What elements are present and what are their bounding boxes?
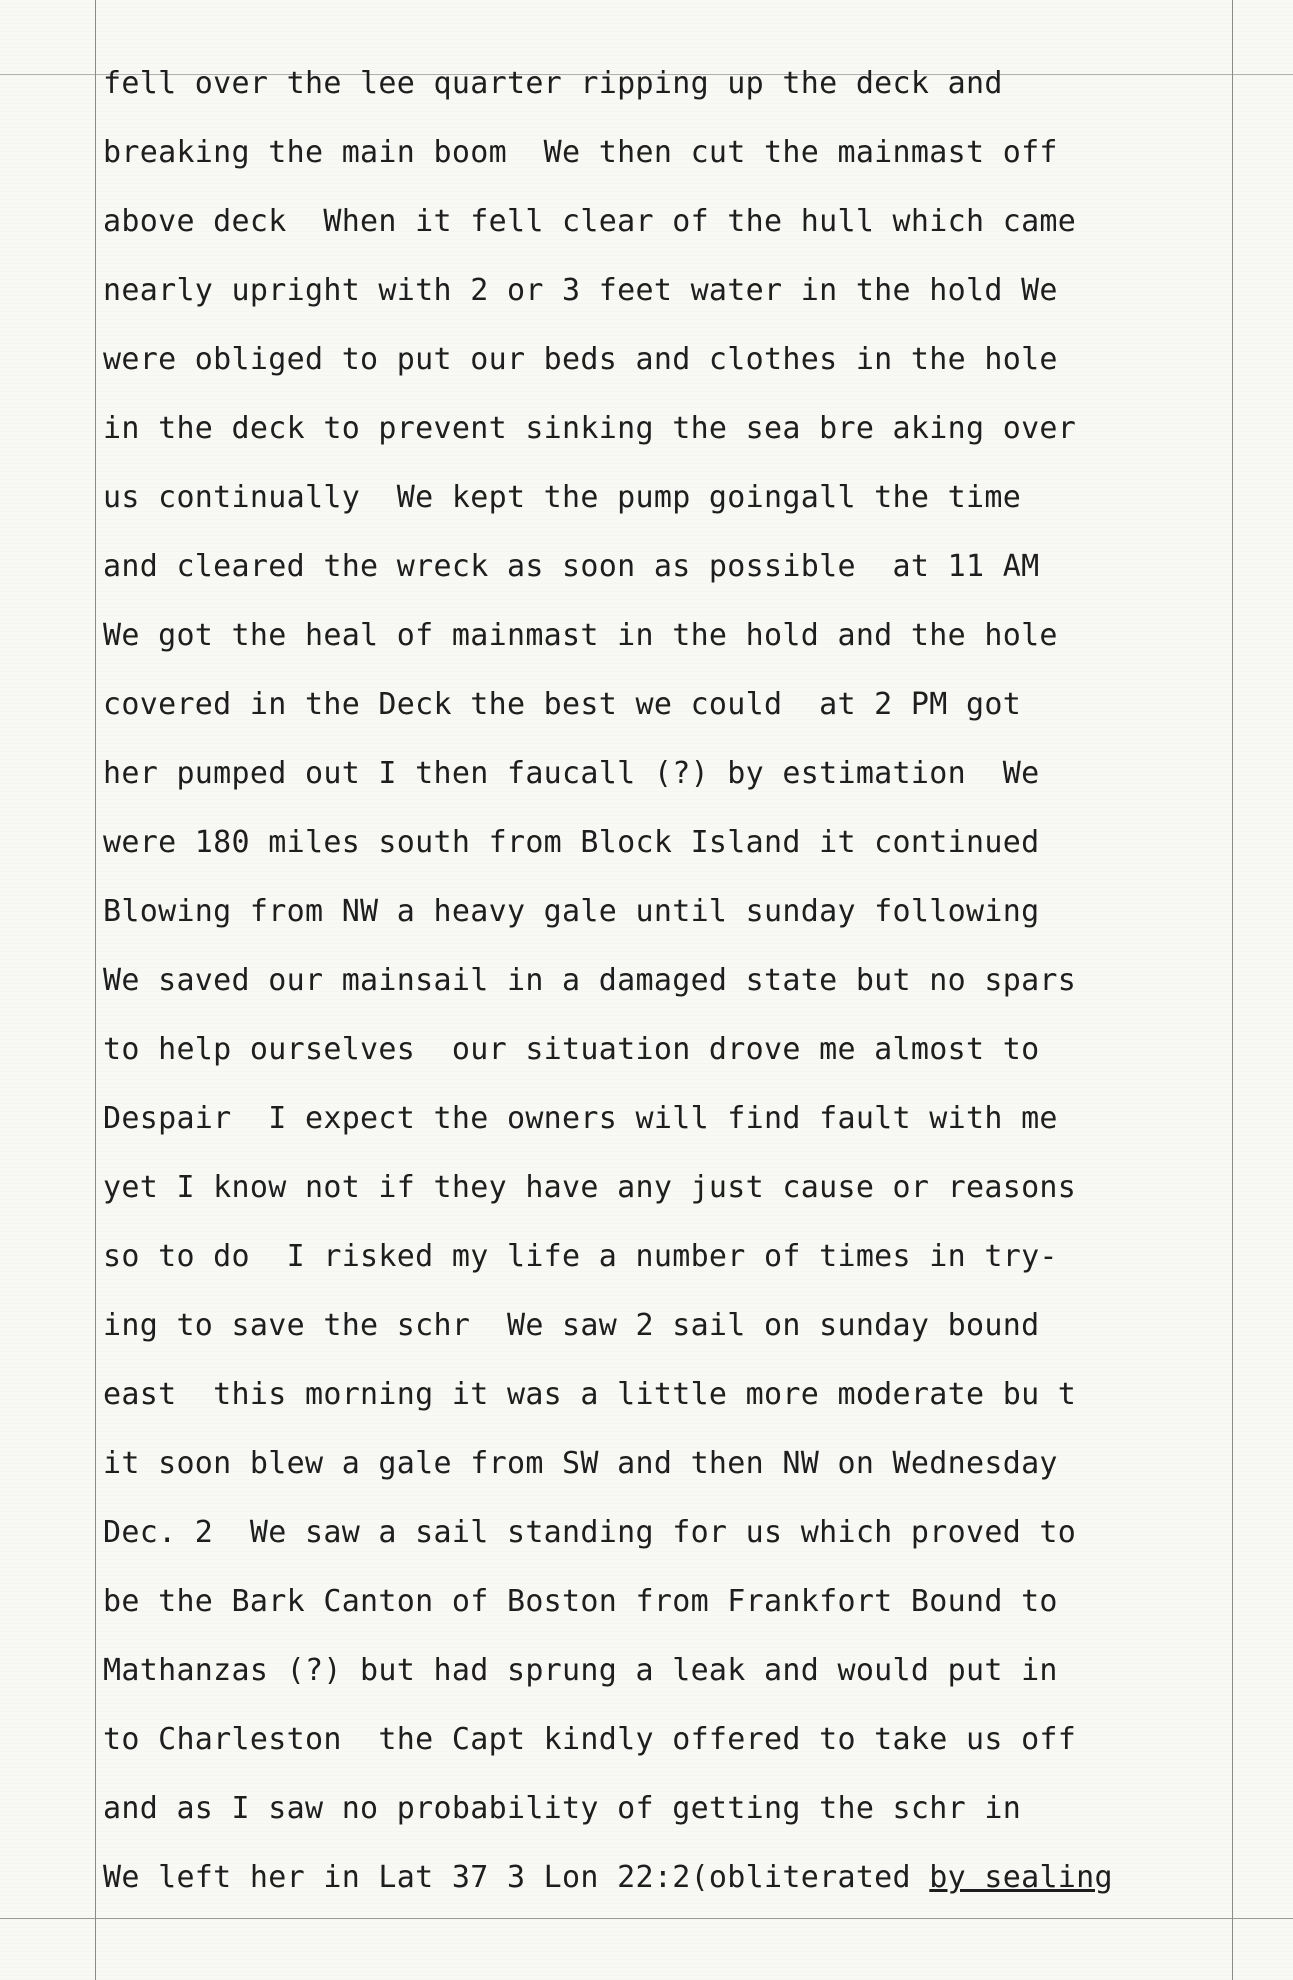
text-line: so to do I risked my life a number of times in try- [103,1239,1058,1274]
text-line: We got the heal of mainmast in the hold and the hole [103,618,1058,653]
bottom-margin-rule [0,1918,1293,1919]
text-line: east this morning it was a little more moderate bu t [103,1377,1077,1412]
left-margin-rule [95,0,96,1980]
text-line: to help ourselves our situation drove me almost to [103,1032,1040,1067]
text-line: breaking the main boom We then cut the mainmast off [103,135,1058,170]
text-line: yet I know not if they have any just cause or reasons [103,1170,1077,1205]
text-line: nearly upright with 2 or 3 feet water in the hold We [103,273,1058,308]
text-line: and cleared the wreck as soon as possible at 11 AM [103,549,1040,584]
text-line: above deck When it fell clear of the hull which came [103,204,1077,239]
text-line: it soon blew a gale from SW and then NW on Wednesday [103,1446,1058,1481]
text-line: in the deck to prevent sinking the sea bre aking over [103,411,1077,446]
text-line-last [103,1858,1283,1898]
text-line: be the Bark Canton of Boston from Frankfort Bound to [103,1584,1058,1619]
text-line: fell over the lee quarter ripping up the deck and [103,66,1003,101]
text-line: We saved our mainsail in a damaged state but no spars [103,963,1077,998]
text-line: and as I saw no probability of getting the schr in [103,1791,1022,1826]
text-line: Blowing from NW a heavy gale until sunday following [103,894,1040,929]
text-line: us continually We kept the pump goingall the time [103,480,1022,515]
last-line-text: We left her in Lat 37 3 Lon 22:2(obliterated [103,1860,930,1895]
text-line: Despair I expect the owners will find fault with me [103,1101,1058,1136]
text-line: to Charleston the Capt kindly offered to take us off [103,1722,1077,1757]
text-line: her pumped out I then faucall (?) by estimation We [103,756,1040,791]
text-line: ing to save the schr We saw 2 sail on sunday bound [103,1308,1040,1343]
typewritten-body [103,64,1283,1898]
text-line: were obliged to put our beds and clothes in the hole [103,342,1058,377]
text-line: were 180 miles south from Block Island it continued [103,825,1040,860]
text-line: covered in the Deck the best we could at 2 PM got [103,687,1022,722]
text-line: Dec. 2 We saw a sail standing for us which proved to [103,1515,1077,1550]
text-line: Mathanzas (?) but had sprung a leak and would put in [103,1653,1058,1688]
underlined-text: by sealing [929,1860,1113,1895]
